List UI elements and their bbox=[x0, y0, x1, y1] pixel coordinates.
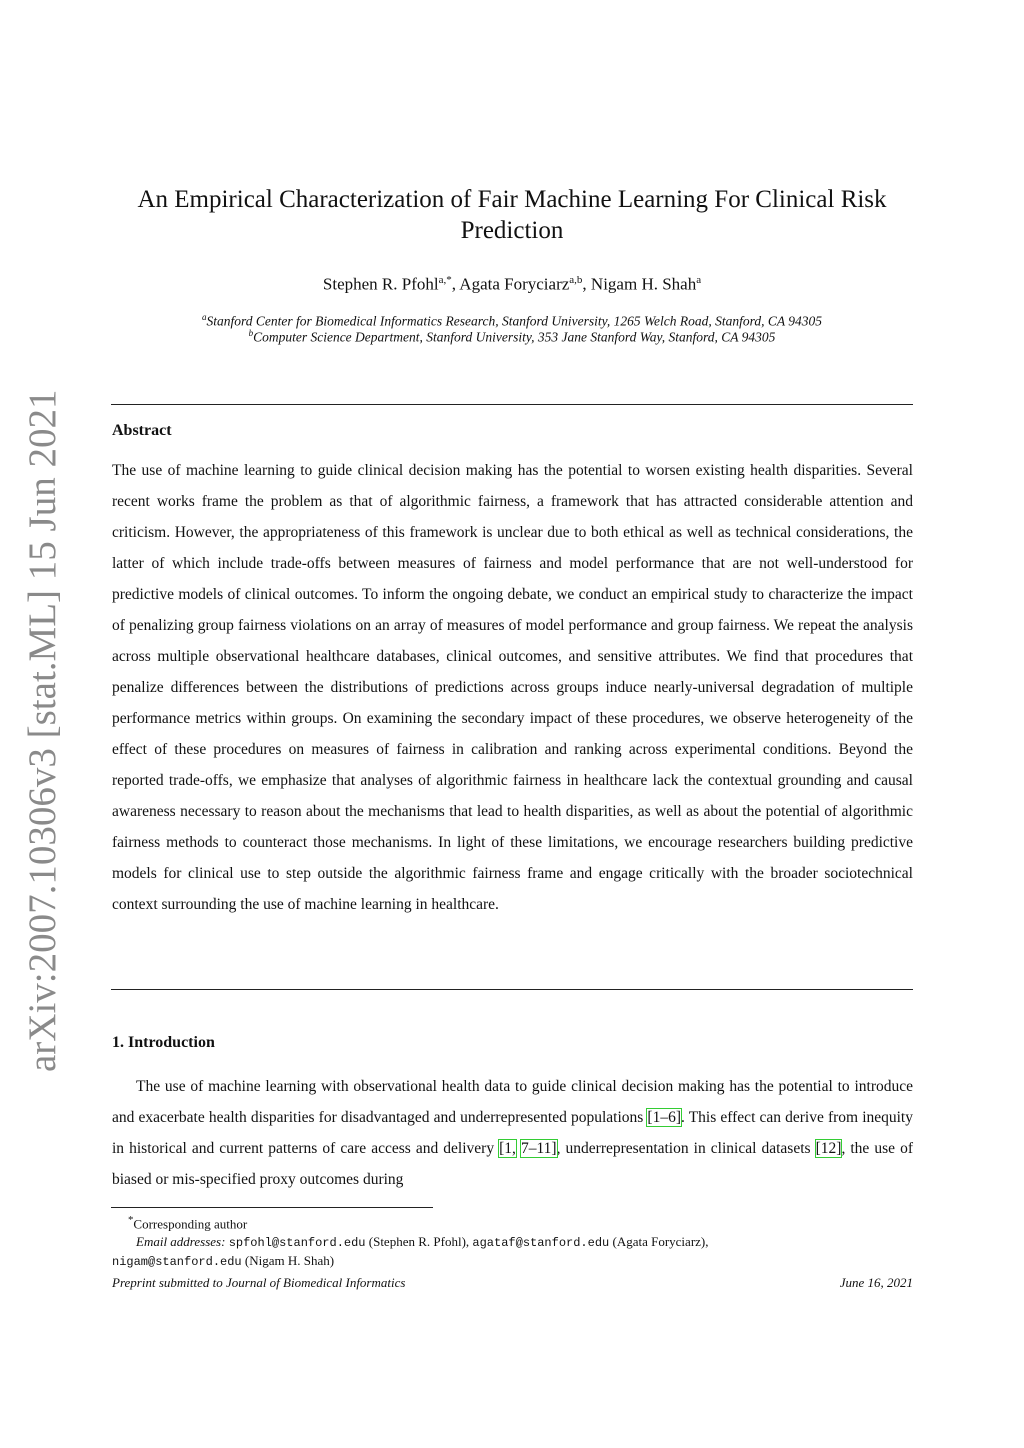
intro-text: The use of machine learning with observational health data to guide clinical decision making has the potential to introduce and exacerbate health disparities for disadvantaged and underrepresented populations bbox=[112, 1078, 913, 1126]
footer-date: June 16, 2021 bbox=[839, 1275, 913, 1290]
email-label: Email addresses: bbox=[136, 1234, 226, 1250]
citation-link[interactable]: [12] bbox=[815, 1140, 842, 1157]
abstract-bottom-rule bbox=[111, 989, 913, 990]
paper-title: An Empirical Characterization of Fair Machine Learning For Clinical Risk Prediction bbox=[137, 186, 887, 244]
footnote-corresponding bbox=[112, 1211, 912, 1233]
intro-text: , underrepresentation in clinical datasets bbox=[556, 1140, 816, 1157]
affiliation-mark: a bbox=[201, 312, 207, 322]
email-address[interactable]: spfohl@stanford.edu bbox=[228, 1236, 366, 1251]
abstract-top-rule bbox=[111, 404, 913, 405]
footer-journal: Preprint submitted to Journal of Biomedical Informatics bbox=[112, 1275, 406, 1290]
author-name: Agata Foryciarz bbox=[459, 274, 570, 294]
affiliation-mark: b bbox=[248, 328, 254, 338]
email-owner: (Agata Foryciarz), bbox=[612, 1234, 709, 1250]
author-name: Stephen R. Pfohl bbox=[322, 274, 439, 294]
section-heading-introduction: 1. Introduction bbox=[112, 1034, 215, 1051]
footnote-emails bbox=[112, 1233, 912, 1252]
affiliation-text: Computer Science Department, Stanford University, 353 Jane Stanford Way, Stanford, CA 94305 bbox=[253, 329, 776, 345]
abstract-heading: Abstract bbox=[112, 422, 172, 439]
footnote-emails-cont bbox=[112, 1252, 912, 1271]
email-owner: (Nigam H. Shah) bbox=[244, 1253, 335, 1269]
citation-link[interactable]: [1, bbox=[499, 1140, 516, 1157]
affiliation-text: Stanford Center for Biomedical Informatics Research, Stanford University, 1265 Welch Road, Stanford, CA 94305 bbox=[206, 313, 823, 329]
author-list bbox=[112, 274, 912, 295]
author-affil-mark: a,b bbox=[569, 274, 583, 286]
citation-link[interactable]: 7–11] bbox=[521, 1140, 557, 1157]
citation-link[interactable]: [1–6] bbox=[647, 1109, 681, 1126]
introduction-paragraph bbox=[112, 1071, 913, 1195]
author-separator: , bbox=[451, 274, 460, 294]
email-owner: (Stephen R. Pfohl), bbox=[368, 1234, 470, 1250]
affiliation bbox=[112, 328, 912, 346]
arxiv-stamp: arXiv:2007.10306v3 [stat.ML] 15 Jun 2021 bbox=[21, 389, 64, 1072]
author-affil-mark: a,* bbox=[438, 274, 452, 286]
footnote-rule bbox=[111, 1207, 433, 1208]
email-address[interactable]: nigam@stanford.edu bbox=[112, 1255, 242, 1270]
email-address[interactable]: agataf@stanford.edu bbox=[472, 1236, 610, 1251]
affiliation bbox=[112, 312, 912, 330]
intro-text: . This effect can derive from inequity in historical and current patterns of care access and delivery bbox=[112, 1109, 913, 1157]
footnotes bbox=[112, 1211, 912, 1271]
author-name: Nigam H. Shah bbox=[590, 274, 697, 294]
intro-text: , the use of biased or mis-specified proxy outcomes during bbox=[112, 1140, 914, 1188]
footnote-text: Corresponding author bbox=[133, 1216, 248, 1232]
author-affil-mark: a bbox=[696, 274, 702, 286]
author-separator: , bbox=[582, 274, 591, 294]
abstract-text: The use of machine learning to guide clinical decision making has the potential to worsen existing health disparities. Several recent works frame the problem as that of algorithmic fairness, a framework that has attracted considerable attention and criticism. However, the appropriateness of this framework is unclear due to both ethical as well as technical considerations, the latter of which include trade-offs between measures of fairness and model performance that are not well-understood for predictive models of clinical outcomes. To inform the ongoing debate, we conduct an empirical study to characterize the impact of penalizing group fairness violations on an array of measures of model performance and group fairness. We repeat the analysis across multiple observational healthcare databases, clinical outcomes, and sensitive attributes. We find that procedures that penalize differences between the distributions of predictions across groups induce nearly-universal degradation of multiple performance metrics within groups. On examining the secondary impact of these procedures, we observe heterogeneity of the effect of these procedures on measures of fairness in calibration and ranking across experimental conditions. Beyond the reported trade-offs, we emphasize that analyses of algorithmic fairness in healthcare lack the contextual grounding and causal awareness necessary to reason about the mechanisms that lead to health disparities, as well as about the potential of algorithmic fairness methods to counteract those mechanisms. In light of these limitations, we encourage researchers building predictive models for clinical use to step outside the algorithmic fairness frame and engage critically with the broader sociotechnical context surrounding the use of machine learning in healthcare. bbox=[112, 462, 913, 913]
footnote-mark: * bbox=[128, 1214, 134, 1226]
